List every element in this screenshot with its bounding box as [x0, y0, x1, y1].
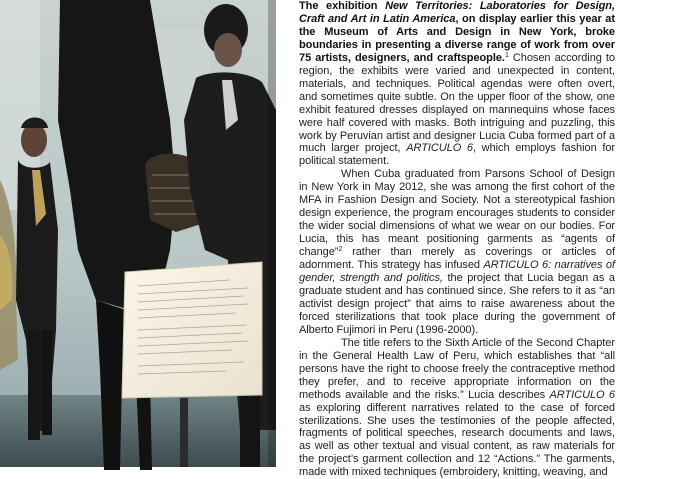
- paragraph-1-text: Chosen according to region, the exhibits were varied and unexpected in content, materials, and techniques. Political agendas were often overt, and sometimes quite subtle. On the upper floor of the show, one exhibit featured dresses displayed on mannequins whose faces were half covered with masks. Both intriguing and puzzling, this work by Peruvian artist and designer Lucia Cuba formed part of a much larger project,: [299, 51, 616, 155]
- paragraph-1-end: , which employs fashion for political statement.: [299, 142, 616, 168]
- exhibition-photo: [0, 0, 276, 467]
- lead-text: The exhibition: [299, 0, 386, 12]
- paragraph-3-text: The title refers to the Sixth Article of the Second Chapter in the General Health Law of Peru, which establishes that “all persons have the right to choose freely the contraceptive method they prefer, and to receive appropriate information on the methods available and the risks.” Lucia describes: [299, 336, 615, 401]
- article-paragraph-2: [299, 168, 615, 336]
- project-title: ARTICULO 6: [549, 388, 615, 401]
- footnote-ref-2: 2: [338, 246, 343, 254]
- footnote-ref-1: 1: [504, 51, 509, 59]
- exhibition-title: New Territories: Laboratories for Design, Craft and Art in Latin America: [299, 0, 615, 25]
- article-column: [299, 0, 616, 479]
- paragraph-2-end: the project that Lucia began as a graduate student and has continued since. She refers to it as “an activist design project” that aims to raise awareness about the forced sterilizations that took place during the government of Alberto Fujimori in Peru (1996-2000).: [299, 272, 615, 336]
- article-paragraph-1: [299, 0, 615, 168]
- paragraph-2-text: When Cuba graduated from Parsons School of Design in New York in May 2012, she was among the first cohort of the MFA in Fashion Design and Society. Not a stereotypical fashion design experience, the program encourages students to consider the wider social dimensions of what we wear on our bodies. For Lucia, this has meant positioning garments as “agents of change”: [299, 168, 615, 259]
- lead-text-cont: , on display earlier this year at the Museum of Arts and Design in New York, broke boundaries in presenting a diverse range of work from over 75 artists, designers, and craftspeople.: [299, 12, 615, 64]
- article-paragraph-3: [299, 337, 615, 479]
- project-full-title: ARTICULO 6: narratives of gender, strength and politics,: [299, 259, 616, 285]
- project-title: ARTICULO 6: [406, 142, 473, 155]
- paragraph-3-end: as exploring different narratives related to the case of forced sterilizations. She uses the testimonies of the people affected, fragments of political speeches, research documents and laws, as well as other textual and visual content, as raw materials for the project’s garment collection and 12 “Actions.” The garments, made with mixed techniques (embroidery, knitting, weaving, and: [299, 401, 615, 479]
- paragraph-2-text-cont: rather than merely as coverings or articles of adornment. This strategy has infused: [299, 246, 615, 272]
